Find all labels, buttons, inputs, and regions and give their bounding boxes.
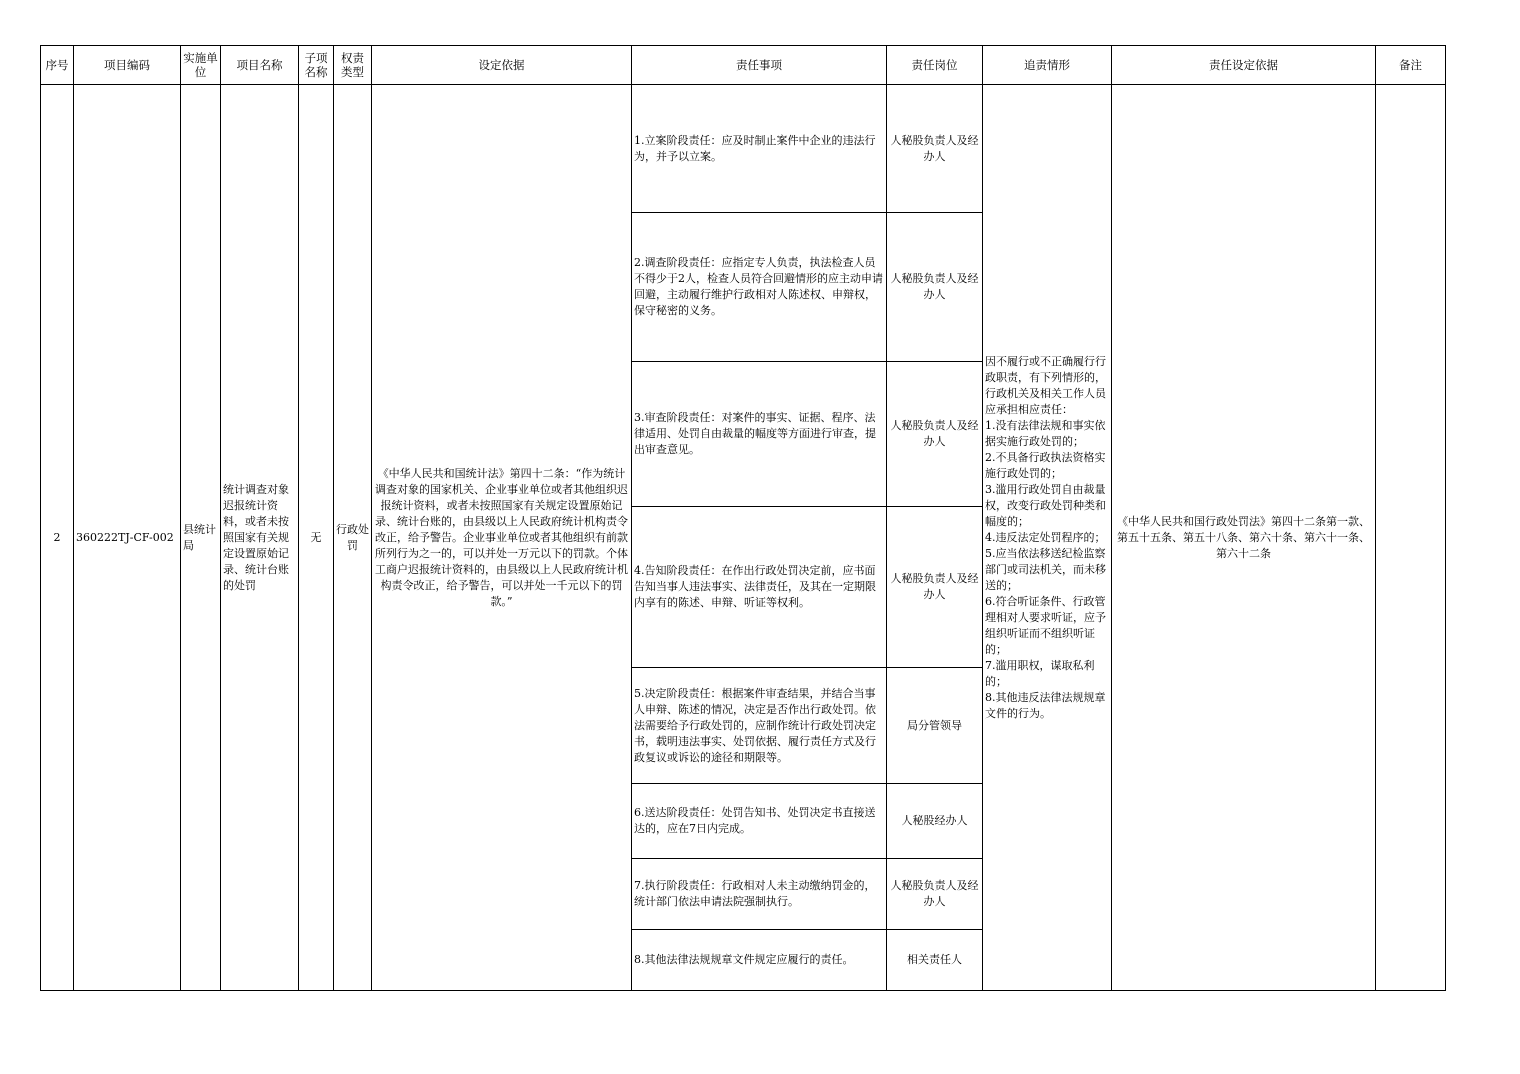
matter-5: 5.决定阶段责任：根据案件审查结果，并结合当事人申辩、陈述的情况，决定是否作出行政处罚。依法需要给予行政处罚的，应制作统计行政处罚决定书，载明违法事实、处罚依据、履行责任方式及行政复议或诉讼的途径和期限等。 [632, 668, 887, 784]
cell-pursue [983, 85, 1112, 991]
header-power-type: 权责类型 [334, 46, 372, 85]
cell-resp-basis: 《中华人民共和国行政处罚法》第四十二条第一款、第五十五条、第五十八条、第六十条、第六十一条、第六十二条 [1112, 85, 1376, 991]
pursue-text: 因不履行或不正确履行行政职责，有下列情形的，行政机关及相关工作人员应承担相应责任： 1.没有法律法规和事实依据实施行政处罚的； 2.不具备行政执法资格实施行政处罚的； 3.滥用行政处罚自由裁量权，改变行政处罚种类和幅度的； 4.违反法定处罚程序的； 5.应当依法移送纪检监察部门或司法机关，而未移送的； 6.符合听证条件、行政管理相对人要求听证，应予组织听证而不组织听证的； 7.滥用职权，谋取私利的； 8.其他违反法律法规规章文件的行为。 [985, 354, 1106, 720]
header-name: 项目名称 [221, 46, 299, 85]
header-unit: 实施单位 [181, 46, 221, 85]
post-3: 人秘股负责人及经办人 [887, 362, 983, 507]
cell-code: 360222TJ-CF-002 [74, 85, 181, 991]
post-5: 局分管领导 [887, 668, 983, 784]
matter-8: 8.其他法律法规规章文件规定应履行的责任。 [632, 930, 887, 991]
matter-3: 3.审查阶段责任：对案件的事实、证据、程序、法律适用、处罚自由裁量的幅度等方面进行审查，提出审查意见。 [632, 362, 887, 507]
cell-power-type: 行政处罚 [334, 85, 372, 991]
table-row [41, 85, 1446, 213]
cell-basis: 《中华人民共和国统计法》第四十二条：“作为统计调查对象的国家机关、企业事业单位或者其他组织迟报统计资料，或者未按照国家有关规定设置原始记录、统计台账的，由县级以上人民政府统计机构责令改正，给予警告。企业事业单位或者其他组织有前款所列行为之一的，可以并处一万元以下的罚款。个体工商户迟报统计资料的，由县级以上人民政府统计机构责令改正，给予警告，可以并处一千元以下的罚款。” [372, 85, 632, 991]
matter-2: 2.调查阶段责任：应指定专人负责，执法检查人员不得少于2人，检查人员符合回避情形的应主动申请回避，主动履行维护行政相对人陈述权、申辩权，保守秘密的义务。 [632, 213, 887, 362]
cell-remarks [1376, 85, 1446, 991]
cell-sub-name: 无 [299, 85, 334, 991]
matter-6: 6.送达阶段责任：处罚告知书、处罚决定书直接送达的，应在7日内完成。 [632, 784, 887, 859]
header-basis: 设定依据 [372, 46, 632, 85]
header-row [41, 46, 1446, 85]
post-6: 人秘股经办人 [887, 784, 983, 859]
post-2: 人秘股负责人及经办人 [887, 213, 983, 362]
post-1: 人秘股负责人及经办人 [887, 85, 983, 213]
cell-unit: 县统计局 [181, 85, 221, 991]
header-matters: 责任事项 [632, 46, 887, 85]
header-resp-basis: 责任设定依据 [1112, 46, 1376, 85]
header-seq: 序号 [41, 46, 74, 85]
matter-7: 7.执行阶段责任：行政相对人未主动缴纳罚金的，统计部门依法申请法院强制执行。 [632, 859, 887, 930]
header-post: 责任岗位 [887, 46, 983, 85]
header-code: 项目编码 [74, 46, 181, 85]
cell-item-name: 统计调查对象迟报统计资料，或者未按照国家有关规定设置原始记录、统计台账的处罚 [221, 85, 299, 991]
header-sub-name: 子项名称 [299, 46, 334, 85]
responsibility-table [40, 45, 1446, 991]
post-7: 人秘股负责人及经办人 [887, 859, 983, 930]
header-remarks: 备注 [1376, 46, 1446, 85]
matter-1: 1.立案阶段责任：应及时制止案件中企业的违法行为，并予以立案。 [632, 85, 887, 213]
cell-seq: 2 [41, 85, 74, 991]
post-8: 相关责任人 [887, 930, 983, 991]
post-4: 人秘股负责人及经办人 [887, 507, 983, 668]
matter-4: 4.告知阶段责任：在作出行政处罚决定前，应书面告知当事人违法事实、法律责任，及其在一定期限内享有的陈述、申辩、听证等权利。 [632, 507, 887, 668]
header-pursue: 追责情形 [983, 46, 1112, 85]
